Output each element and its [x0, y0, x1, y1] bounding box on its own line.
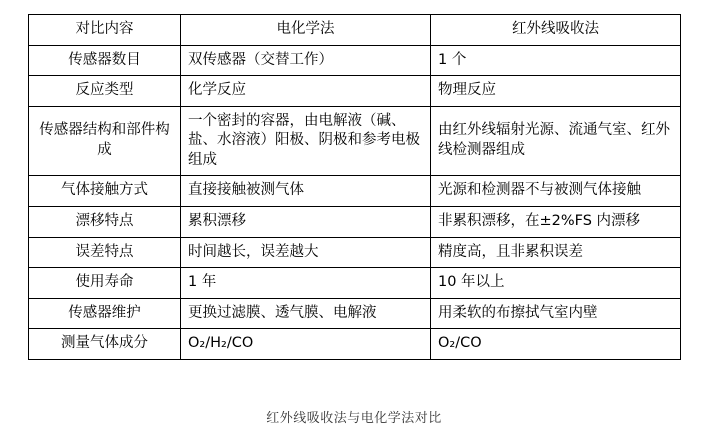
row-label: 误差特点 — [29, 237, 181, 268]
table-row — [29, 176, 681, 207]
row-value-infrared: 用柔软的布擦拭气室内壁 — [431, 298, 681, 329]
comparison-table-container — [28, 14, 680, 360]
table-row — [29, 106, 681, 176]
row-value-electrochemical: 直接接触被测气体 — [181, 176, 431, 207]
table-header-row — [29, 15, 681, 46]
row-label: 传感器维护 — [29, 298, 181, 329]
figure-caption: 红外线吸收法与电化学法对比 — [266, 411, 442, 426]
row-value-electrochemical: 时间越长，误差越大 — [181, 237, 431, 268]
table-row — [29, 237, 681, 268]
row-value-infrared: 非累积漂移，在±2%FS 内漂移 — [431, 206, 681, 237]
row-value-electrochemical: 累积漂移 — [181, 206, 431, 237]
row-value-electrochemical: O₂/H₂/CO — [181, 329, 431, 360]
column-header-infrared: 红外线吸收法 — [431, 15, 681, 46]
row-label: 使用寿命 — [29, 268, 181, 299]
row-value-electrochemical: 化学反应 — [181, 76, 431, 107]
row-value-electrochemical: 更换过滤膜、透气膜、电解液 — [181, 298, 431, 329]
row-value-infrared: 1 个 — [431, 45, 681, 76]
row-value-infrared: 物理反应 — [431, 76, 681, 107]
row-value-infrared: O₂/CO — [431, 329, 681, 360]
table-row — [29, 206, 681, 237]
row-value-electrochemical: 双传感器（交替工作） — [181, 45, 431, 76]
table-body — [29, 45, 681, 359]
row-label: 传感器结构和部件构成 — [29, 106, 181, 176]
row-value-infrared: 由红外线辐射光源、流通气室、红外线检测器组成 — [431, 106, 681, 176]
row-label: 气体接触方式 — [29, 176, 181, 207]
row-value-infrared: 光源和检测器不与被测气体接触 — [431, 176, 681, 207]
table-row — [29, 329, 681, 360]
column-header-topic: 对比内容 — [29, 15, 181, 46]
row-label: 传感器数目 — [29, 45, 181, 76]
row-label: 漂移特点 — [29, 206, 181, 237]
comparison-table — [28, 14, 681, 360]
row-label: 反应类型 — [29, 76, 181, 107]
row-value-electrochemical: 1 年 — [181, 268, 431, 299]
table-row — [29, 268, 681, 299]
row-value-electrochemical: 一个密封的容器，由电解液（碱、盐、水溶液）阳极、阴极和参考电极组成 — [181, 106, 431, 176]
table-row — [29, 76, 681, 107]
row-label: 测量气体成分 — [29, 329, 181, 360]
row-value-infrared: 精度高，且非累积误差 — [431, 237, 681, 268]
column-header-electrochemical: 电化学法 — [181, 15, 431, 46]
table-header — [29, 15, 681, 46]
table-row — [29, 298, 681, 329]
table-row — [29, 45, 681, 76]
row-value-infrared: 10 年以上 — [431, 268, 681, 299]
